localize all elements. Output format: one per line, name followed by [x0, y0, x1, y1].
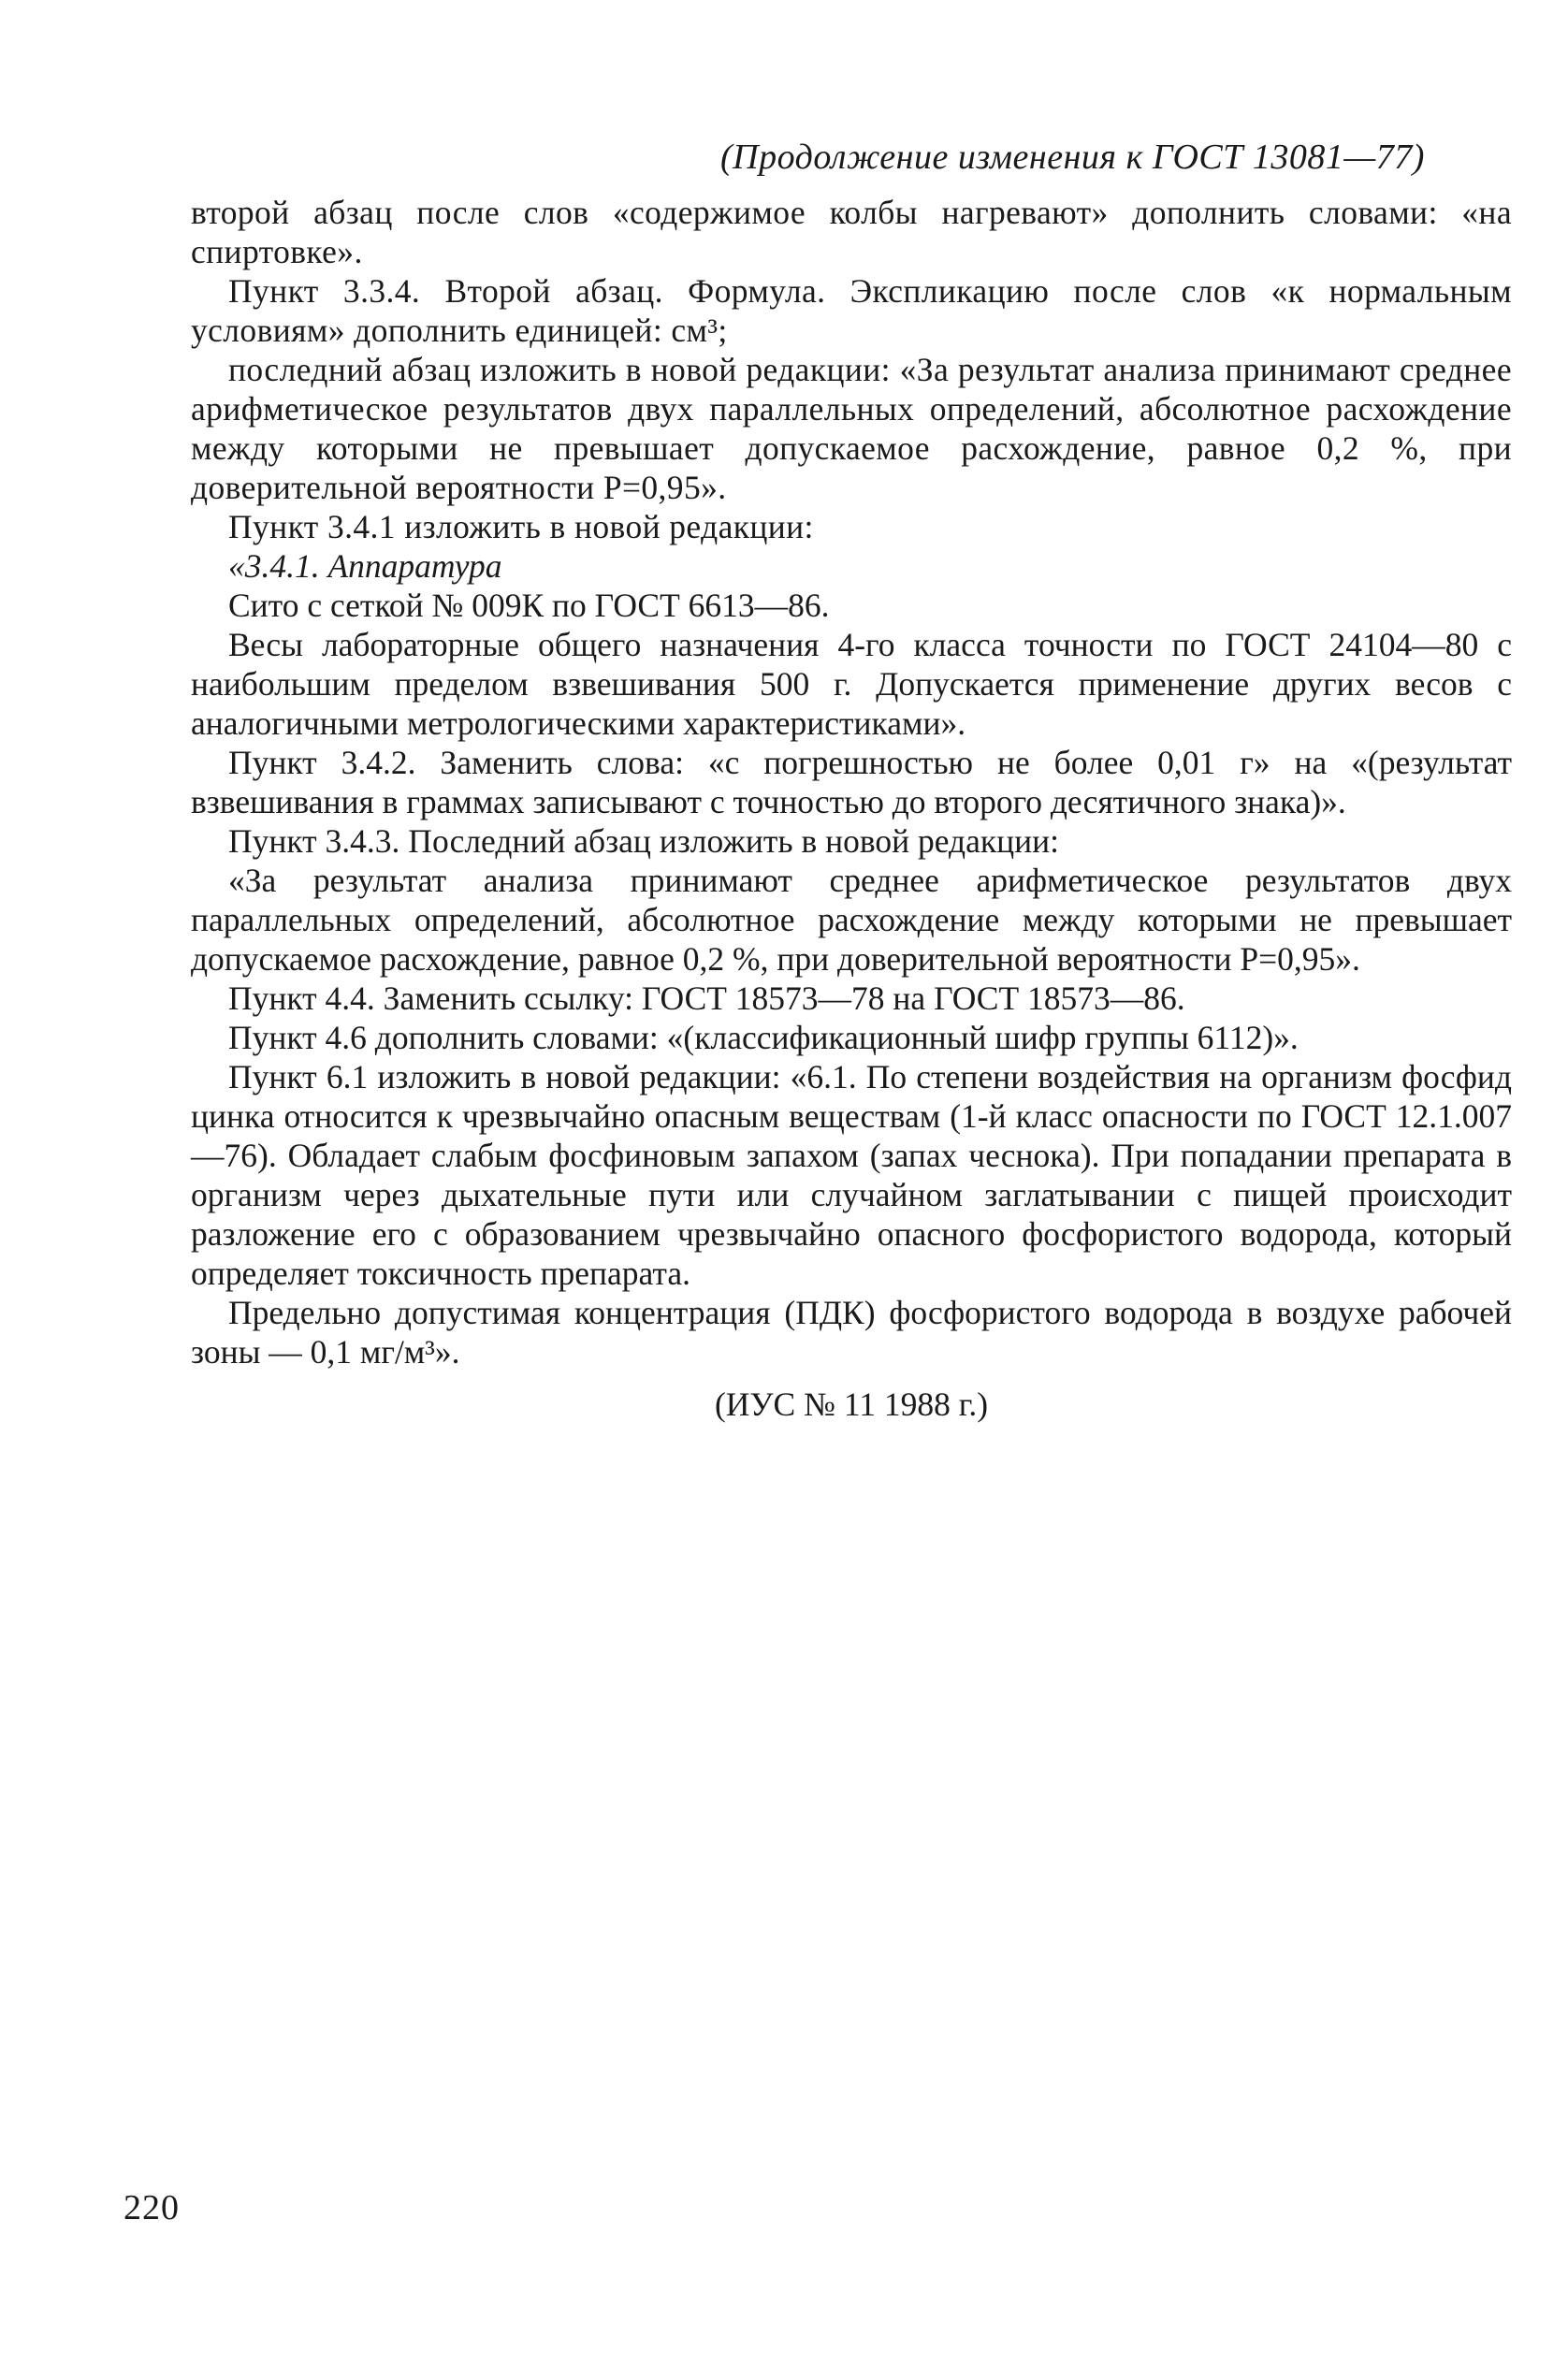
paragraph: Предельно допустимая концентрация (ПДК) фосфористого водорода в воздухе рабочей зоны — 0,1 мг/м³». [191, 1294, 1512, 1371]
paragraph: второй абзац после слов «содержимое колбы нагревают» дополнить словами: «на спиртовке». [191, 194, 1512, 270]
paragraph: последний абзац изложить в новой редакции: «За результат анализа принимают среднее арифметическое результатов двух параллельных определений, абсолютное расхождение между которыми не превышает допускаемое расхождение, равное 0,2 %, при доверительной вероятности P=0,95». [191, 351, 1512, 506]
source-reference: (ИУС № 11 1988 г.) [714, 1386, 989, 1423]
paragraph: Пункт 3.4.3. Последний абзац изложить в новой редакции: [228, 822, 1059, 860]
paragraph-section-title: «3.4.1. Аппаратура [228, 547, 502, 585]
paragraph: «За результат анализа принимают среднее арифметическое результатов двух параллельных определений, абсолютное расхождение между которыми не превышает допускаемое расхождение, равное 0,2 %, при доверительной вероятности P=0,95». [191, 862, 1512, 978]
paragraph: Сито с сеткой № 009К по ГОСТ 6613—86. [228, 587, 830, 624]
paragraph: Пункт 6.1 изложить в новой редакции: «6.1. По степени воздействия на организм фосфид цинка относится к чрезвычайно опасным веществам (1-й класс опасности по ГОСТ 12.1.007—76). Обладает слабым фосфиновым запахом (запах чеснока). При попадании препарата в организм через дыхательные пути или случайном заглатывании с пищей происходит разложение его с образованием чрезвычайно опасного фосфористого водорода, который определяет токсичность препарата. [191, 1058, 1512, 1292]
paragraph: Пункт 4.6 дополнить словами: «(классификационный шифр группы 6112)». [228, 1019, 1299, 1056]
paragraph: Пункт 4.4. Заменить ссылку: ГОСТ 18573—78 на ГОСТ 18573—86. [228, 979, 1185, 1017]
page-header: (Продолжение изменения к ГОСТ 13081—77) [720, 138, 1425, 177]
document-body [191, 193, 1512, 1424]
paragraph: Пункт 3.3.4. Второй абзац. Формула. Экспликацию после слов «к нормальным условиям» дополнить единицей: см³; [191, 272, 1512, 349]
paragraph: Весы лабораторные общего назначения 4-го класса точности по ГОСТ 24104—80 с наибольшим пределом взвешивания 500 г. Допускается применение других весов с аналогичными метрологическими характеристиками». [191, 626, 1512, 742]
paragraph: Пункт 3.4.2. Заменить слова: «с погрешностью не более 0,01 г» на «(результат взвешивания в граммах записывают с точностью до второго десятичного знака)». [191, 744, 1512, 820]
page-number: 220 [123, 2188, 180, 2227]
paragraph: Пункт 3.4.1 изложить в новой редакции: [228, 508, 814, 545]
